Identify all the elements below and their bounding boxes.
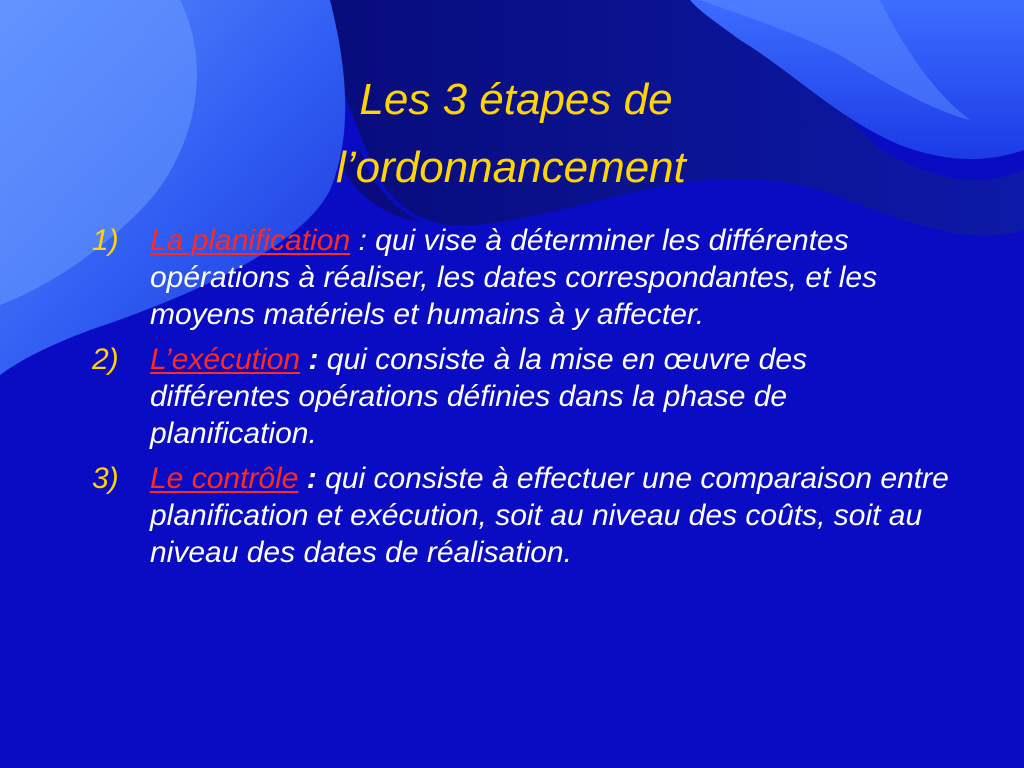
item-colon: : xyxy=(298,462,317,495)
item-text xyxy=(150,341,952,452)
item-text xyxy=(150,222,952,333)
item-term: La planification xyxy=(150,224,351,257)
item-colon: : xyxy=(300,343,319,376)
list-item xyxy=(92,341,952,452)
item-description: qui consiste à effectuer une comparaison entre planification et exécution, soit au niveau des coûts, soit au niveau des dates de réalisation. xyxy=(150,462,949,569)
item-number: 1) xyxy=(92,224,119,257)
list-item xyxy=(92,460,952,571)
steps-list xyxy=(92,222,952,579)
item-text xyxy=(150,460,952,571)
slide-title-line-1: Les 3 étapes de xyxy=(359,75,673,124)
list-item xyxy=(92,222,952,333)
item-number: 2) xyxy=(92,343,119,376)
item-term: Le contrôle xyxy=(150,462,299,495)
item-colon: : xyxy=(350,224,367,257)
item-term: L’exécution xyxy=(150,343,301,376)
item-number: 3) xyxy=(92,462,119,495)
item-description: qui consiste à la mise en œuvre des différentes opérations définies dans la phase de planification. xyxy=(150,343,808,450)
item-description: qui vise à déterminer les différentes opérations à réaliser, les dates correspondantes, et les moyens matériels et humains à y affecter. xyxy=(150,224,878,331)
slide-title-line-2: l’ordonnancement xyxy=(336,143,686,192)
